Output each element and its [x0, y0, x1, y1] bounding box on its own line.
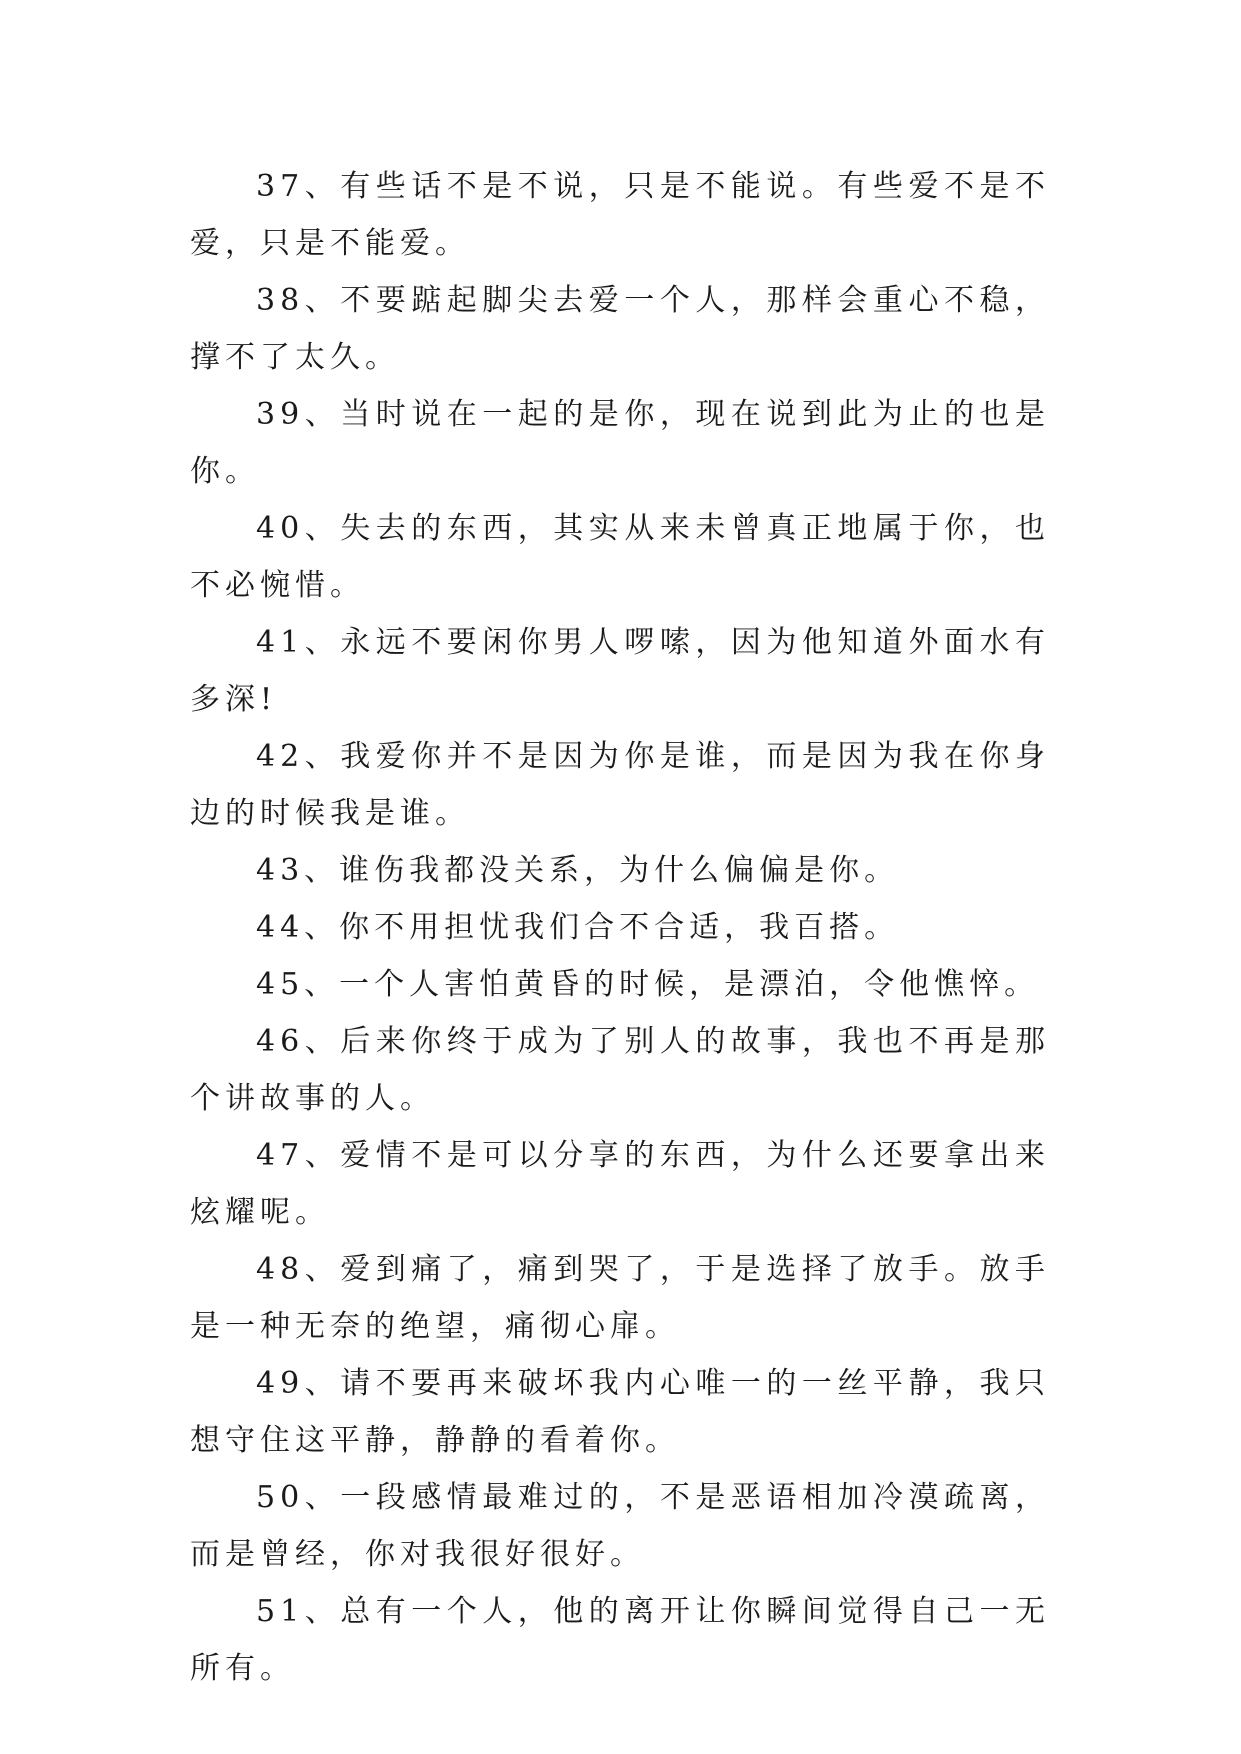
document-body	[190, 158, 1050, 1697]
paragraph-49: 49、请不要再来破坏我内心唯一的一丝平静，我只想守住这平静，静静的看着你。	[190, 1366, 1050, 1458]
paragraph-47: 47、爱情不是可以分享的东西，为什么还要拿出来炫耀呢。	[190, 1138, 1050, 1230]
paragraph-50: 50、一段感情最难过的，不是恶语相加冷漠疏离，而是曾经，你对我很好很好。	[190, 1480, 1050, 1572]
paragraph-51: 51、总有一个人，他的离开让你瞬间觉得自己一无所有。	[190, 1594, 1050, 1686]
paragraph-38: 38、不要踮起脚尖去爱一个人，那样会重心不稳，撑不了太久。	[190, 283, 1050, 375]
paragraph-41: 41、永远不要闲你男人啰嗦，因为他知道外面水有多深!	[190, 625, 1050, 717]
paragraph-40: 40、失去的东西，其实从来未曾真正地属于你，也不必惋惜。	[190, 511, 1050, 603]
paragraph-45: 45、一个人害怕黄昏的时候，是漂泊，令他憔悴。	[256, 967, 1040, 1002]
paragraph-48: 48、爱到痛了，痛到哭了，于是选择了放手。放手是一种无奈的绝望，痛彻心扉。	[190, 1252, 1050, 1344]
paragraph-39: 39、当时说在一起的是你，现在说到此为止的也是你。	[190, 397, 1050, 489]
paragraph-37: 37、有些话不是不说，只是不能说。有些爱不是不爱，只是不能爱。	[190, 169, 1050, 261]
paragraph-42: 42、我爱你并不是因为你是谁，而是因为我在你身边的时候我是谁。	[190, 739, 1050, 831]
paragraph-44: 44、你不用担忧我们合不合适，我百搭。	[256, 910, 900, 945]
paragraph-43: 43、谁伤我都没关系，为什么偏偏是你。	[256, 853, 900, 888]
paragraph-46: 46、后来你终于成为了别人的故事，我也不再是那个讲故事的人。	[190, 1024, 1050, 1116]
